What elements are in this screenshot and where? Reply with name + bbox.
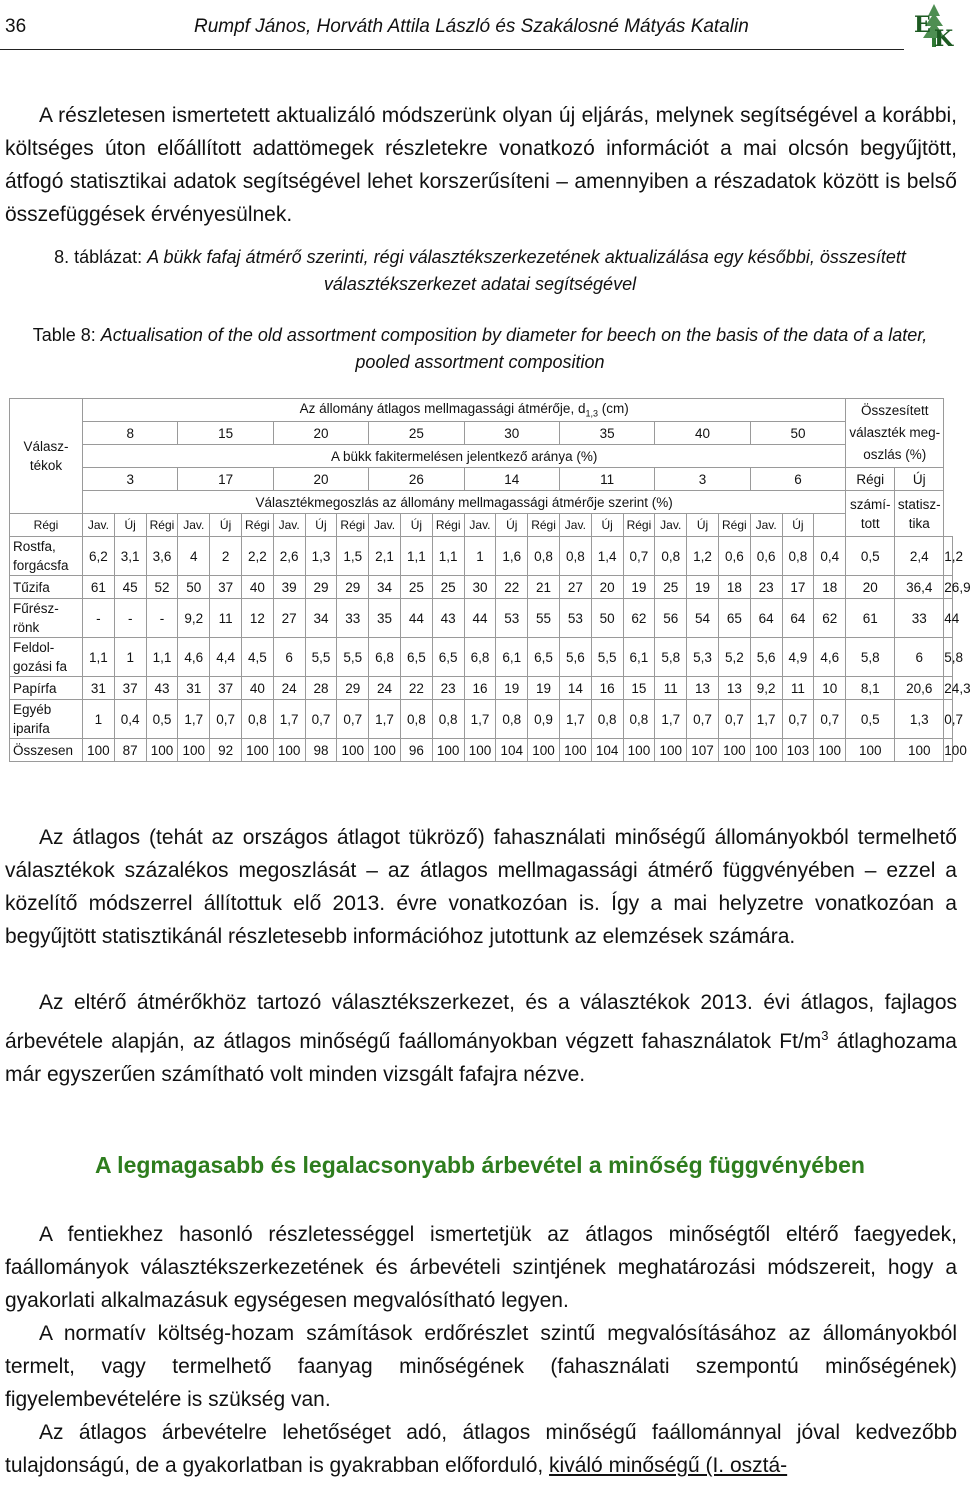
value-cell: 0,7 xyxy=(623,537,655,576)
value-cell: 31 xyxy=(83,677,115,700)
value-cell: 34 xyxy=(305,599,337,638)
value-cell: 4,4 xyxy=(210,638,242,677)
value-cell: 104 xyxy=(496,739,528,762)
value-cell: 44 xyxy=(944,599,953,638)
value-cell: 31 xyxy=(178,677,210,700)
value-cell: 15 xyxy=(623,677,655,700)
value-cell: - xyxy=(83,599,115,638)
value-cell: 2,6 xyxy=(273,537,305,576)
value-cell: 0,8 xyxy=(559,537,591,576)
value-cell: 100 xyxy=(623,739,655,762)
value-cell: 1,7 xyxy=(464,700,496,739)
value-cell: 1,4 xyxy=(591,537,623,576)
superscript-3: 3 xyxy=(821,1028,829,1043)
value-cell: 55 xyxy=(528,599,560,638)
subhead-regi: Régi xyxy=(337,514,369,537)
value-cell: 92 xyxy=(210,739,242,762)
value-cell: 5,2 xyxy=(718,638,750,677)
summary-new-label: Új xyxy=(895,468,944,491)
row-label: Összesen xyxy=(10,739,83,762)
value-cell: 13 xyxy=(687,677,719,700)
subhead-jav: Jav. xyxy=(178,514,210,537)
value-cell: 1,7 xyxy=(655,700,687,739)
share-cell: 11 xyxy=(559,468,654,491)
value-cell: 0,7 xyxy=(687,700,719,739)
value-cell: 100 xyxy=(559,739,591,762)
value-cell: 64 xyxy=(750,599,782,638)
value-cell: 0,8 xyxy=(655,537,687,576)
value-cell: 52 xyxy=(146,576,178,599)
table-row xyxy=(10,739,953,762)
value-cell: 18 xyxy=(718,576,750,599)
value-cell: 5,5 xyxy=(305,638,337,677)
value-cell: 1 xyxy=(464,537,496,576)
subhead-jav: Jav. xyxy=(273,514,305,537)
value-cell: 4,9 xyxy=(782,638,814,677)
value-cell: 0,8 xyxy=(432,700,464,739)
value-cell: 11 xyxy=(655,677,687,700)
subhead-jav: Jav. xyxy=(83,514,115,537)
value-cell: 37 xyxy=(114,677,146,700)
value-cell: 0,8 xyxy=(782,537,814,576)
value-cell: 50 xyxy=(178,576,210,599)
subhead-jav: Jav. xyxy=(655,514,687,537)
value-cell: 0,8 xyxy=(591,700,623,739)
value-cell: 5,6 xyxy=(559,638,591,677)
row-label: Tűzifa xyxy=(10,576,83,599)
value-cell: 1,1 xyxy=(400,537,432,576)
value-cell: 1 xyxy=(83,700,115,739)
value-cell: 96 xyxy=(400,739,432,762)
value-cell: 0,8 xyxy=(241,700,273,739)
header-divider xyxy=(0,49,904,50)
value-cell: 0,8 xyxy=(623,700,655,739)
value-cell: 64 xyxy=(782,599,814,638)
row-label: Feldol-gozási fa xyxy=(10,638,83,677)
value-cell: 1,7 xyxy=(273,700,305,739)
value-cell: 87 xyxy=(114,739,146,762)
value-cell: 100 xyxy=(369,739,401,762)
value-cell: 33 xyxy=(895,599,944,638)
value-cell: 61 xyxy=(83,576,115,599)
value-cell: 98 xyxy=(305,739,337,762)
paragraph-6 xyxy=(5,1416,957,1482)
row-label: Papírfa xyxy=(10,677,83,700)
value-cell: 19 xyxy=(623,576,655,599)
table-caption-hu xyxy=(5,244,955,298)
value-cell: 53 xyxy=(496,599,528,638)
table-row xyxy=(10,537,953,576)
diameter-cell: 20 xyxy=(273,422,368,445)
share-cell: 14 xyxy=(464,468,559,491)
value-cell: 0,9 xyxy=(528,700,560,739)
share-cell: 20 xyxy=(273,468,368,491)
subhead-regi: Régi xyxy=(146,514,178,537)
value-cell: 0,8 xyxy=(496,700,528,739)
subhead-uj: Új xyxy=(782,514,814,537)
row-label: Egyéb iparifa xyxy=(10,700,83,739)
value-cell: 36,4 xyxy=(895,576,944,599)
value-cell: 6 xyxy=(895,638,944,677)
value-cell: 0,7 xyxy=(782,700,814,739)
subhead-uj: Új xyxy=(305,514,337,537)
subhead-jav: Jav. xyxy=(559,514,591,537)
share-cell: 17 xyxy=(178,468,273,491)
value-cell: 6,5 xyxy=(432,638,464,677)
diameter-cell: 40 xyxy=(655,422,750,445)
value-cell: 44 xyxy=(464,599,496,638)
value-cell: 11 xyxy=(782,677,814,700)
value-cell: 100 xyxy=(750,739,782,762)
value-cell: 25 xyxy=(432,576,464,599)
corner-label: Válasz-tékok xyxy=(10,399,83,514)
value-cell: 0,7 xyxy=(944,700,953,739)
diameter-cell: 30 xyxy=(464,422,559,445)
paragraph-3-text: Az eltérő átmérőkhöz tartozó választékszerkezet, és a választékok 2013. évi átlagos, fajlagos árbevétele alapján, az átlagos minőségű faállományokban végzett fahasználatok Ft/m xyxy=(5,991,957,1053)
value-cell: 6 xyxy=(273,638,305,677)
value-cell: 2 xyxy=(210,537,242,576)
value-cell: 1,7 xyxy=(178,700,210,739)
value-cell: 100 xyxy=(944,739,953,762)
value-cell: 100 xyxy=(178,739,210,762)
value-cell: 0,4 xyxy=(814,537,846,576)
value-cell: 2,2 xyxy=(241,537,273,576)
value-cell: 100 xyxy=(432,739,464,762)
value-cell: 20 xyxy=(591,576,623,599)
row-label: Rostfa, forgácsfa xyxy=(10,537,83,576)
caption-hu-text: A bükk fafaj átmérő szerinti, régi választékszerkezetének aktualizálása egy későbbi, összesített választékszerkezet adatai segítségével xyxy=(147,247,906,294)
value-cell: 100 xyxy=(814,739,846,762)
value-cell: 22 xyxy=(496,576,528,599)
value-cell: 2,1 xyxy=(369,537,401,576)
value-cell: 22 xyxy=(400,677,432,700)
svg-text:K: K xyxy=(934,26,954,52)
value-cell: 13 xyxy=(718,677,750,700)
value-cell: 40 xyxy=(241,677,273,700)
row-label: Fűrész-rönk xyxy=(10,599,83,638)
value-cell: 62 xyxy=(623,599,655,638)
value-cell: 2,4 xyxy=(895,537,944,576)
value-cell: 3,1 xyxy=(114,537,146,576)
value-cell: 0,5 xyxy=(146,700,178,739)
value-cell: 17 xyxy=(782,576,814,599)
value-cell: 62 xyxy=(814,599,846,638)
value-cell: 27 xyxy=(273,599,305,638)
value-cell: 1,6 xyxy=(496,537,528,576)
value-cell: 1,1 xyxy=(146,638,178,677)
value-cell: 100 xyxy=(83,739,115,762)
table-row xyxy=(10,638,953,677)
value-cell: 4,5 xyxy=(241,638,273,677)
value-cell: 23 xyxy=(432,677,464,700)
value-cell: 1,7 xyxy=(750,700,782,739)
subhead-regi: Régi xyxy=(718,514,750,537)
diameter-subscript: 1,3 xyxy=(585,408,598,419)
value-cell: 5,5 xyxy=(337,638,369,677)
running-authors: Rumpf János, Horváth Attila László és Szakálosné Mátyás Katalin xyxy=(194,16,749,37)
value-cell: 0,6 xyxy=(718,537,750,576)
distribution-header: Választékmegoszlás az állomány mellmagassági átmérője szerint (%) xyxy=(83,491,846,514)
value-cell: 0,7 xyxy=(814,700,846,739)
caption-en-prefix: Table 8: xyxy=(32,325,101,345)
value-cell: 1,1 xyxy=(432,537,464,576)
value-cell: 33 xyxy=(337,599,369,638)
table-row xyxy=(10,599,953,638)
value-cell: 23 xyxy=(750,576,782,599)
value-cell: 100 xyxy=(895,739,944,762)
value-cell: 14 xyxy=(559,677,591,700)
paragraph-3-end: átlaghozama már egyszerűen számítható volt minden vizsgált fafajra nézve. xyxy=(5,1030,957,1086)
subhead-regi: Régi xyxy=(432,514,464,537)
value-cell: 100 xyxy=(464,739,496,762)
value-cell: 35 xyxy=(369,599,401,638)
value-cell: 1,7 xyxy=(559,700,591,739)
value-cell: 24 xyxy=(273,677,305,700)
value-cell: 6,5 xyxy=(400,638,432,677)
value-cell: 24,3 xyxy=(944,677,953,700)
value-cell: 1 xyxy=(114,638,146,677)
subhead-uj: Új xyxy=(210,514,242,537)
value-cell: 5,8 xyxy=(655,638,687,677)
subhead-regi: Régi xyxy=(528,514,560,537)
value-cell: 0,5 xyxy=(846,537,895,576)
journal-logo-icon xyxy=(910,2,958,50)
value-cell: 100 xyxy=(718,739,750,762)
summary-header: Összesített választék meg-oszlás (%) xyxy=(846,399,944,468)
subhead-regi: Régi xyxy=(623,514,655,537)
value-cell: - xyxy=(146,599,178,638)
value-cell: 4,6 xyxy=(178,638,210,677)
value-cell: 4,6 xyxy=(814,638,846,677)
diameter-header-text: Az állomány átlagos mellmagassági átmérője, d xyxy=(299,401,586,417)
value-cell: 29 xyxy=(305,576,337,599)
value-cell: 100 xyxy=(273,739,305,762)
value-cell: 0,5 xyxy=(846,700,895,739)
caption-hu-prefix: 8. táblázat: xyxy=(54,247,148,267)
diameter-header xyxy=(83,399,846,422)
share-cell: 3 xyxy=(83,468,178,491)
page-number: 36 xyxy=(5,16,27,37)
diameter-unit: (cm) xyxy=(597,401,629,417)
value-cell: 30 xyxy=(464,576,496,599)
paragraph-2: Az átlagos (tehát az országos átlagot tükröző) fahasználati minőségű állományokból termelhető választékok százalékos megoszlását – az átlagos mellmagassági átmérő függvényében – ezzel a közelítő módszerrel állítottuk elő 2013. évre vonatkozóan is. Így a mai helyzetre vonatkozóan a begyűjtött statisztikánál részletesebb információhoz jutottunk az elemzések számára. xyxy=(5,826,957,948)
value-cell: 34 xyxy=(369,576,401,599)
value-cell: 1,3 xyxy=(305,537,337,576)
value-cell: 0,7 xyxy=(210,700,242,739)
value-cell: 5,5 xyxy=(591,638,623,677)
value-cell: 54 xyxy=(687,599,719,638)
table-caption-en xyxy=(5,322,955,376)
assortment-table xyxy=(9,398,971,762)
diameter-cell: 15 xyxy=(178,422,273,445)
value-cell: 16 xyxy=(464,677,496,700)
value-cell: 104 xyxy=(591,739,623,762)
value-cell: 5,6 xyxy=(750,638,782,677)
value-cell: 19 xyxy=(687,576,719,599)
value-cell: 11 xyxy=(210,599,242,638)
value-cell: 43 xyxy=(146,677,178,700)
value-cell: 37 xyxy=(210,677,242,700)
value-cell: 5,8 xyxy=(846,638,895,677)
subhead-jav: Jav. xyxy=(369,514,401,537)
diameter-cell: 35 xyxy=(559,422,654,445)
value-cell: 50 xyxy=(591,599,623,638)
value-cell: 107 xyxy=(687,739,719,762)
value-cell: 1,5 xyxy=(337,537,369,576)
value-cell: 6,8 xyxy=(369,638,401,677)
value-cell: 0,8 xyxy=(528,537,560,576)
subhead-uj: Új xyxy=(591,514,623,537)
value-cell: 44 xyxy=(400,599,432,638)
subhead-jav: Jav. xyxy=(750,514,782,537)
value-cell: 0,7 xyxy=(718,700,750,739)
value-cell: 37 xyxy=(210,576,242,599)
value-cell: 0,7 xyxy=(305,700,337,739)
value-cell: 1,2 xyxy=(687,537,719,576)
value-cell: 61 xyxy=(846,599,895,638)
diameter-cell: 25 xyxy=(369,422,464,445)
share-cell: 6 xyxy=(750,468,846,491)
value-cell: 6,2 xyxy=(83,537,115,576)
value-cell: 29 xyxy=(337,576,369,599)
value-cell: 1,2 xyxy=(944,537,953,576)
share-header: A bükk fakitermelésen jelentkező aránya (%) xyxy=(83,445,846,468)
page-header xyxy=(0,0,960,52)
value-cell: 65 xyxy=(718,599,750,638)
value-cell: 6,1 xyxy=(496,638,528,677)
caption-en-text: Actualisation of the old assortment composition by diameter for beech on the basis of the data of a later, pooled assortment composition xyxy=(100,325,928,372)
value-cell: 19 xyxy=(528,677,560,700)
value-cell: 29 xyxy=(337,677,369,700)
value-cell: 0,6 xyxy=(750,537,782,576)
value-cell: 0,7 xyxy=(337,700,369,739)
value-cell: 5,3 xyxy=(687,638,719,677)
value-cell: 0,4 xyxy=(114,700,146,739)
value-cell: 1,7 xyxy=(369,700,401,739)
value-cell: 20,6 xyxy=(895,677,944,700)
value-cell: 25 xyxy=(400,576,432,599)
value-cell: 3,6 xyxy=(146,537,178,576)
value-cell: 10 xyxy=(814,677,846,700)
value-cell: 26,9 xyxy=(944,576,953,599)
summary-old-sub: számí-tott xyxy=(846,491,895,537)
subhead-uj: Új xyxy=(400,514,432,537)
value-cell: 25 xyxy=(655,576,687,599)
value-cell: 9,2 xyxy=(178,599,210,638)
value-cell: 27 xyxy=(559,576,591,599)
value-cell: 100 xyxy=(337,739,369,762)
summary-old-label: Régi xyxy=(846,468,895,491)
value-cell: 5,8 xyxy=(944,638,953,677)
value-cell: 19 xyxy=(496,677,528,700)
value-cell: 16 xyxy=(591,677,623,700)
value-cell: 40 xyxy=(241,576,273,599)
value-cell: 24 xyxy=(369,677,401,700)
value-cell: 6,8 xyxy=(464,638,496,677)
share-cell: 3 xyxy=(655,468,750,491)
value-cell: 100 xyxy=(655,739,687,762)
paragraph-3 xyxy=(5,986,957,1091)
subhead-jav: Jav. xyxy=(464,514,496,537)
value-cell: 100 xyxy=(241,739,273,762)
value-cell: 100 xyxy=(846,739,895,762)
diameter-cell: 50 xyxy=(750,422,846,445)
svg-text:E: E xyxy=(914,12,931,38)
section-title: A legmagasabb és legalacsonyabb árbevétel a minőség függvényében xyxy=(95,1152,865,1178)
subhead-regi: Régi xyxy=(241,514,273,537)
value-cell: 4 xyxy=(178,537,210,576)
subhead-uj: Új xyxy=(687,514,719,537)
value-cell: 103 xyxy=(782,739,814,762)
value-cell: 0,8 xyxy=(400,700,432,739)
value-cell: 39 xyxy=(273,576,305,599)
paragraph-6-text: Az átlagos árbevételre lehetőséget adó, átlagos minőségű faállománnyal jóval kedvezőbb tulajdonságú, de a gyakorlatban is gyakrabban előforduló, xyxy=(5,1421,957,1477)
paragraph-5: A normatív költség-hozam számítások erdőrészlet szintű megvalósításához az állományokból termelt, vagy termelhető faanyag minőségének (fahasználati szempontú minőségének) figyelembevételére is szükség van. xyxy=(5,1322,957,1411)
intro-paragraph: A részletesen ismertetett aktualizáló módszerünk olyan új eljárás, melynek segítségével a korábbi, költséges úton előállított adattömegek részletekre vonatkozó információt a mai olcsón begyűjtött, átfogó statisztikai adatok segítségével lehet korszerűsíteni – amennyiben a részadatok között is belső összefüggések érvényesülnek. xyxy=(5,104,957,226)
value-cell: 28 xyxy=(305,677,337,700)
value-cell: 43 xyxy=(432,599,464,638)
value-cell: 45 xyxy=(114,576,146,599)
value-cell: 1,1 xyxy=(83,638,115,677)
value-cell: 1,3 xyxy=(895,700,944,739)
subhead-uj: Új xyxy=(114,514,146,537)
value-cell: 20 xyxy=(846,576,895,599)
share-cell: 26 xyxy=(369,468,464,491)
value-cell: 53 xyxy=(559,599,591,638)
value-cell: 18 xyxy=(814,576,846,599)
value-cell: 12 xyxy=(241,599,273,638)
quality-class-link[interactable]: kiváló minőségű (I. osztá- xyxy=(549,1454,788,1477)
value-cell: 21 xyxy=(528,576,560,599)
value-cell: - xyxy=(114,599,146,638)
value-cell: 100 xyxy=(146,739,178,762)
table-row xyxy=(10,576,953,599)
value-cell: 6,1 xyxy=(623,638,655,677)
value-cell: 6,5 xyxy=(528,638,560,677)
table-row xyxy=(10,677,953,700)
subhead-regi: Régi xyxy=(10,514,83,537)
value-cell: 8,1 xyxy=(846,677,895,700)
summary-new-sub: statisz-tika xyxy=(895,491,944,537)
table-row xyxy=(10,700,953,739)
paragraph-4: A fentiekhez hasonló részletességgel ismertetjük az átlagos minőségtől eltérő faegyedek, faállományok választékszerkezetének és árbevételi szintjének meghatározási módszereit, hogy a gyakorlati alkalmazásuk egységesen megvalósítható legyen. xyxy=(5,1223,957,1312)
diameter-cell: 8 xyxy=(83,422,178,445)
subhead-uj: Új xyxy=(496,514,528,537)
value-cell: 100 xyxy=(528,739,560,762)
value-cell: 9,2 xyxy=(750,677,782,700)
value-cell: 56 xyxy=(655,599,687,638)
